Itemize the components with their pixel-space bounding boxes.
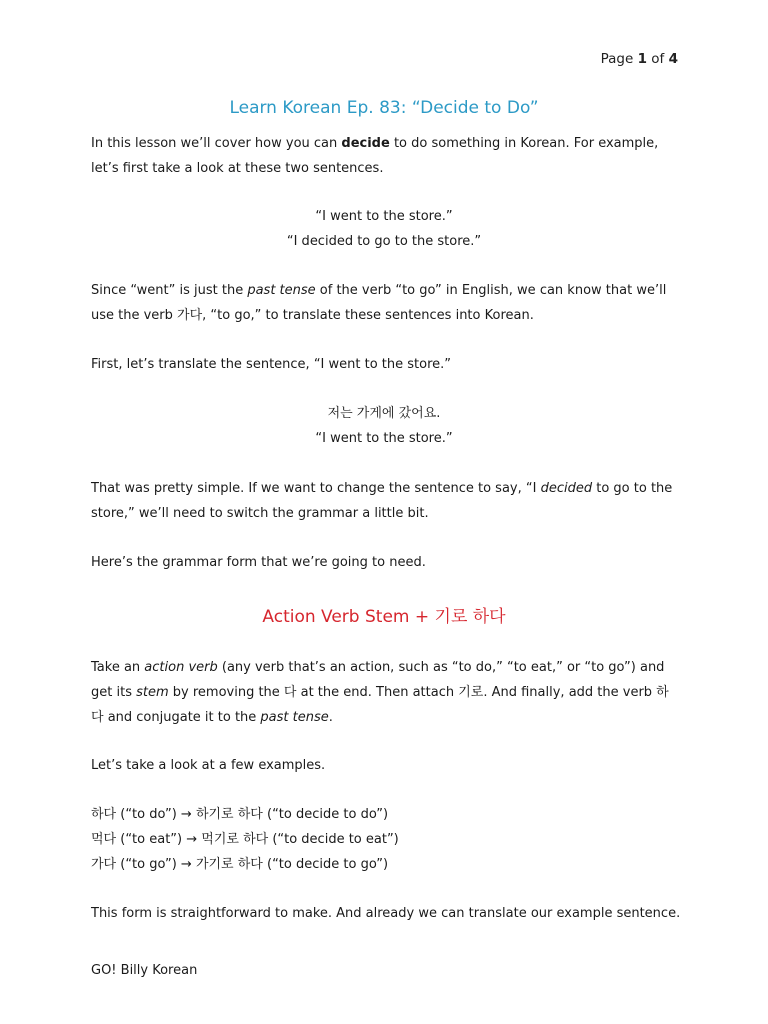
list-item: 하다 (“to do”) → 하기로 하다 (“to decide to do”) xyxy=(91,807,389,822)
take-paragraph xyxy=(91,655,681,730)
document-title: Learn Korean Ep. 83: “Decide to Do” xyxy=(229,98,539,118)
since-paragraph xyxy=(91,278,681,328)
intro-bold-decide: decide xyxy=(341,136,390,151)
korean-example-sentence: 저는 가게에 갔어요. xyxy=(327,406,441,421)
page-label: Page xyxy=(600,51,634,67)
take-em-action-verb: action verb xyxy=(144,660,218,675)
page-of: of xyxy=(651,51,665,67)
since-text-a: Since “went” is just the xyxy=(91,283,248,298)
page-current: 1 xyxy=(637,51,647,67)
heres-paragraph: Here’s the grammar form that we’re going to need. xyxy=(91,555,426,570)
example-sentence-went: “I went to the store.” xyxy=(315,209,453,224)
since-text-b: of the verb “to go” in English, we can know that we’ll use the verb 가다, “to go,” to translate these sentences into Korean. xyxy=(91,283,667,323)
intro-text-b: to do something in Korean. For example, let’s first take a look at these two sentences. xyxy=(91,136,659,176)
take-em-stem: stem xyxy=(136,685,169,700)
section-heading: Action Verb Stem + 기로 하다 xyxy=(262,607,506,627)
simple-em-decided: decided xyxy=(540,481,593,496)
since-em-past-tense: past tense xyxy=(247,283,316,298)
list-item: 먹다 (“to eat”) → 먹기로 하다 (“to decide to eat”) xyxy=(91,832,399,847)
form-paragraph: This form is straightforward to make. And already we can translate our example sentence. xyxy=(91,906,681,921)
intro-paragraph xyxy=(91,131,681,181)
take-em-past-tense: past tense xyxy=(260,710,329,725)
simple-paragraph xyxy=(91,476,681,526)
simple-text-b: to go to the store,” we’ll need to switch the grammar a little bit. xyxy=(91,481,673,521)
english-example-sentence: “I went to the store.” xyxy=(315,431,453,446)
footer-brand: GO! Billy Korean xyxy=(91,963,198,978)
take-text-d: . xyxy=(328,710,333,725)
conjugation-examples-list xyxy=(91,802,399,877)
lets-paragraph: Let’s take a look at a few examples. xyxy=(91,758,326,773)
intro-text-a: In this lesson we’ll cover how you can xyxy=(91,136,342,151)
take-text-a: Take an xyxy=(91,660,145,675)
page-number xyxy=(601,51,678,67)
first-paragraph: First, let’s translate the sentence, “I went to the store.” xyxy=(91,357,452,372)
list-item: 가다 (“to go”) → 가기로 하다 (“to decide to go”) xyxy=(91,857,389,872)
simple-text-a: That was pretty simple. If we want to change the sentence to say, “I xyxy=(91,481,541,496)
page-total: 4 xyxy=(668,51,678,67)
example-sentence-decided: “I decided to go to the store.” xyxy=(286,234,482,249)
take-text-b: (any verb that’s an action, such as “to do,” “to eat,” or “to go”) and get its xyxy=(91,660,665,700)
take-text-c: by removing the 다 at the end. Then attach 기로. And finally, add the verb 하다 and conjugate it to the xyxy=(91,685,669,725)
